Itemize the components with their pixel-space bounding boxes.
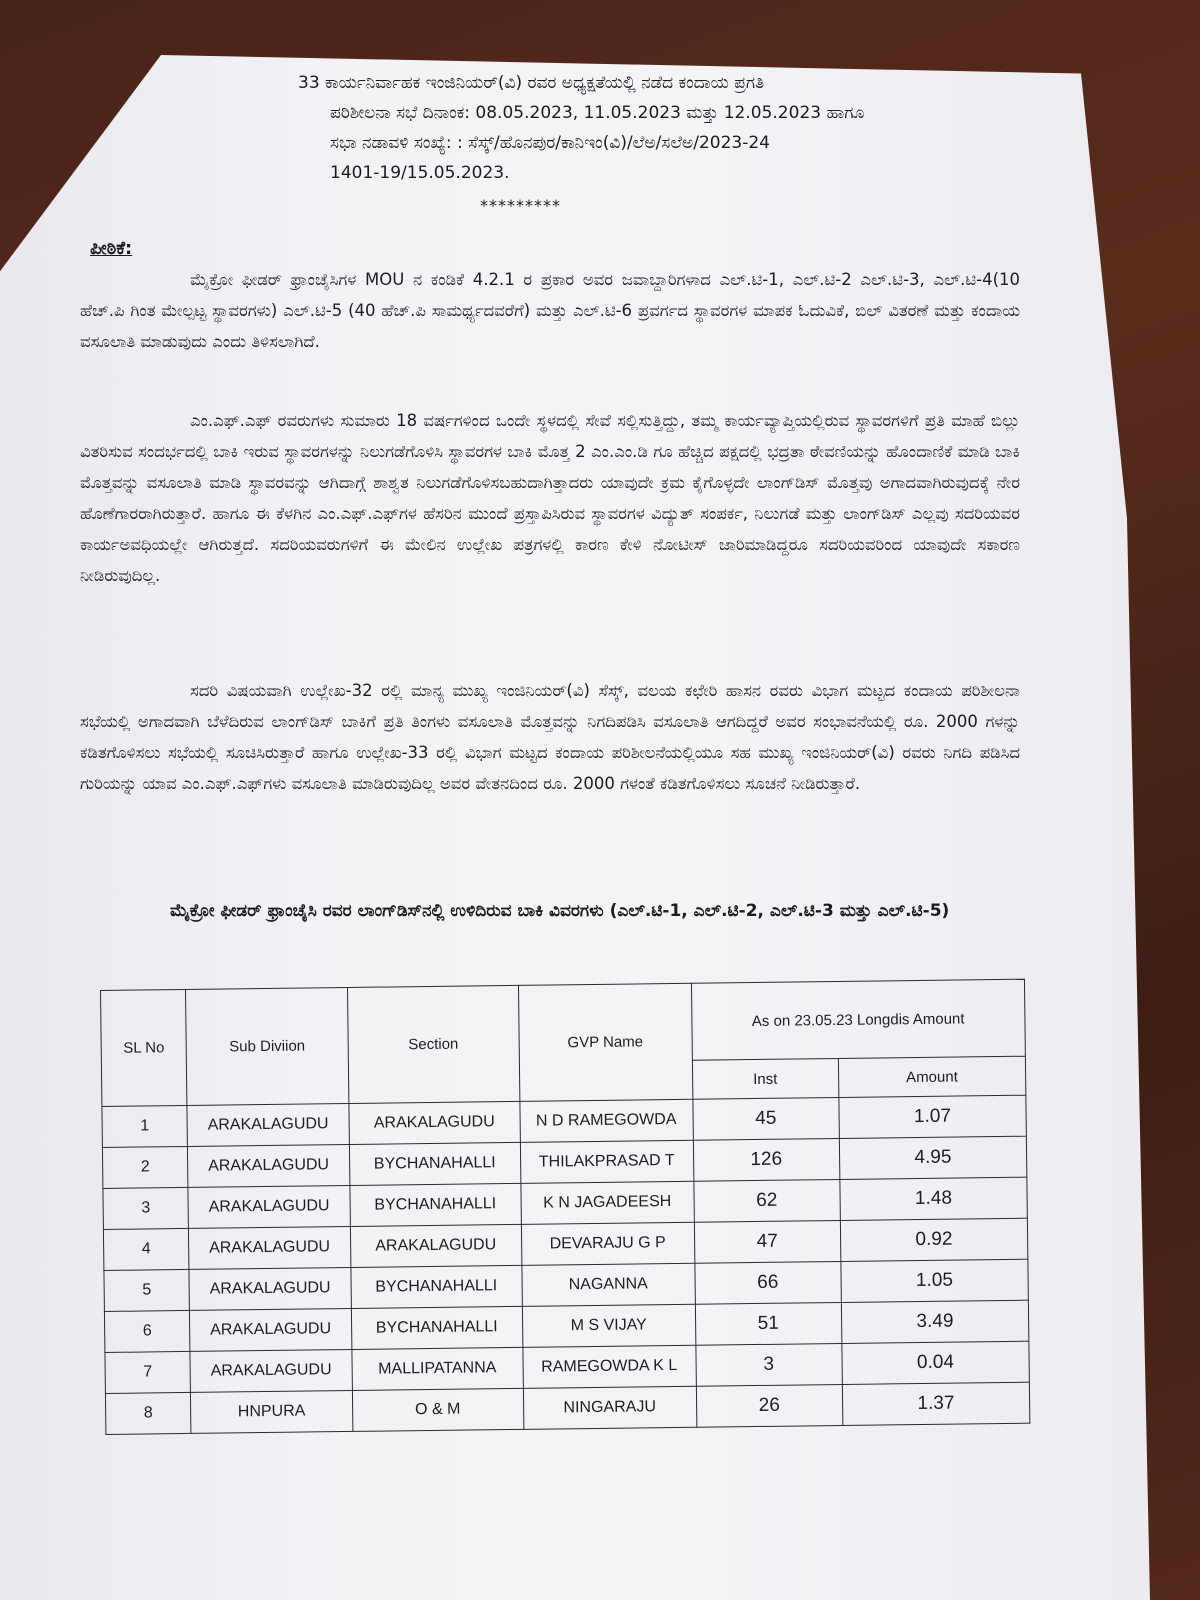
cell-section: ARAKALAGUDU — [349, 1101, 520, 1144]
cell-section: BYCHANAHALLI — [350, 1183, 521, 1226]
cell-inst: 47 — [694, 1220, 841, 1263]
cell-inst: 66 — [694, 1261, 841, 1304]
cell-sub-division: ARAKALAGUDU — [188, 1144, 350, 1187]
cell-sl: 6 — [104, 1310, 190, 1352]
paragraph-2: ಎಂ.ಎಫ್.ಎಫ್ ರವರುಗಳು ಸುಮಾರು 18 ವರ್ಷಗಳಿಂದ ಒಂದೇ ಸ್ಥಳದಲ್ಲಿ ಸೇವೆ ಸಲ್ಲಿಸುತ್ತಿದ್ದು, ತಮ್ಮ ಕಾರ್ಯವ್ಯಾಪ್ತಿಯಲ್ಲಿರುವ ಸ್ಥಾವರಗಳಿಗೆ ಪ್ರತಿ ಮಾಹೆ ಬಿಲ್ಲು ವಿತರಿಸುವ ಸಂದರ್ಭದಲ್ಲಿ ಬಾಕಿ ಇರುವ ಸ್ಥಾವರಗಳನ್ನು ನಿಲುಗಡೆಗೊಳಿಸಿ ಸ್ಥಾವರಗಳ ಬಾಕಿ ಮೊತ್ತ 2 ಎಂ.ಎಂ.ಡಿ ಗೂ ಹೆಚ್ಚಿದ ಪಕ್ಷದಲ್ಲಿ ಭದ್ರತಾ ಠೇವಣಿಯನ್ನು ಹೊಂದಾಣಿಕೆ ಮಾಡಿ ಬಾಕಿ ಮೊತ್ತವನ್ನು ವಸೂಲಾತಿ ಮಾಡಿ ಸ್ಥಾವರವನ್ನು ಆಗಿದಾಗ್ಗೆ ಶಾಶ್ವತ ನಿಲುಗಡೆಗೊಳಿಸಬಹುದಾಗಿತ್ತಾದರು ಯಾವುದೇ ಕ್ರಮ ಕೈಗೊಳ್ಳದೇ ಲಾಂಗ್‌ಡಿಸ್ ಮೊತ್ತವು ಅಗಾದವಾಗಿರುವುದಕ್ಕೆ ನೇರ ಹೊಣೆಗಾರರಾಗಿರುತ್ತಾರೆ. ಹಾಗೂ ಈ ಕೆಳಗಿನ ಎಂ.ಎಫ್.ಎಫ್‌ಗಳ ಹೆಸರಿನ ಮುಂದೆ ಪ್ರಸ್ತಾಪಿಸಿರುವ ಸ್ಥಾವರಗಳ ವಿದ್ಯುತ್ ಸಂಪರ್ಕ, ನಿಲುಗಡೆ ಮತ್ತು ಲಾಂಗ್‌ಡಿಸ್ ಎಲ್ಲವು ಸದರಿಯವರ ಕಾರ್ಯಅವಧಿಯಲ್ಲೇ ಆಗಿರುತ್ತದೆ. ಸದರಿಯವರುಗಳಿಗೆ ಈ ಮೇಲಿನ ಉಲ್ಲೇಖ ಪತ್ರಗಳಲ್ಲಿ ಕಾರಣ ಕೇಳಿ ನೋಟೀಸ್ ಜಾರಿಮಾಡಿದ್ದರೂ ಸದರಿಯವರಿಂದ ಯಾವುದೇ ಸಕಾರಣ ನೀಡಿರುವುದಿಲ್ಲ. — [80, 411, 1020, 585]
cell-gvp-name: K N JAGADEESH — [521, 1181, 694, 1224]
header-line-1: 33 ಕಾರ್ಯನಿರ್ವಾಹಕ ಇಂಜಿನಿಯರ್(ವಿ) ರವರ ಅಧ್ಯಕ್ಷತೆಯಲ್ಲಿ ನಡೆದ ಕಂದಾಯ ಪ್ರಗತಿ — [298, 73, 765, 93]
header-longdis-group: As on 23.05.23 Longdis Amount — [691, 979, 1025, 1060]
cell-sl: 2 — [102, 1146, 188, 1188]
table-header-row — [101, 979, 1026, 1067]
cell-amount: 3.49 — [841, 1300, 1029, 1343]
paragraph-1: ಮೈಕ್ರೋ ಫೀಡರ್ ಫ್ರಾಂಚೈಸಿಗಳ MOU ನ ಕಂಡಿಕೆ 4.2.1 ರ ಪ್ರಕಾರ ಅವರ ಜವಾಬ್ದಾರಿಗಳಾದ ಎಲ್.ಟಿ-1, ಎಲ್.ಟಿ-2 ಎಲ್.ಟಿ-3, ಎಲ್.ಟಿ-4(10 ಹೆಚ್.ಪಿ ಗಿಂತ ಮೇಲ್ಪಟ್ಟ ಸ್ಥಾವರಗಳು) ಎಲ್.ಟಿ-5 (40 ಹೆಚ್.ಪಿ ಸಾಮರ್ಥ್ಯದವರೆಗೆ) ಮತ್ತು ಎಲ್.ಟಿ-6 ಪ್ರವರ್ಗದ ಸ್ಥಾವರಗಳ ಮಾಪಕ ಓದುವಿಕೆ, ಬಿಲ್ ವಿತರಣೆ ಮತ್ತು ಕಂದಾಯ ವಸೂಲಾತಿ ಮಾಡುವುದು ಎಂದು ತಿಳಿಸಲಾಗಿದೆ. — [80, 270, 1020, 351]
cell-sub-division: ARAKALAGUDU — [188, 1185, 350, 1228]
document-header — [298, 68, 998, 188]
cell-inst: 51 — [695, 1302, 842, 1345]
table-caption: ಮೈಕ್ರೋ ಫೀಡರ್ ಫ್ರಾಂಚೈಸಿ ರವರ ಲಾಂಗ್‌ಡಿಸ್‌ನಲ್ಲಿ ಉಳಿದಿರುವ ಬಾಕಿ ವಿವರಗಳು (ಎಲ್.ಟಿ-1, ಎಲ್.ಟಿ-2, ಎಲ್.ಟಿ-3 ಮತ್ತು ಎಲ್.ಟಿ-5) — [170, 901, 950, 921]
cell-inst: 126 — [693, 1138, 840, 1181]
cell-amount: 1.37 — [842, 1382, 1030, 1425]
cell-sl: 5 — [104, 1269, 190, 1311]
cell-sub-division: ARAKALAGUDU — [189, 1267, 351, 1310]
cell-sl: 4 — [103, 1228, 189, 1270]
cell-gvp-name: DEVARAJU G P — [521, 1222, 694, 1265]
cell-amount: 1.07 — [839, 1095, 1027, 1138]
cell-section: ARAKALAGUDU — [350, 1224, 521, 1267]
header-amount: Amount — [838, 1056, 1026, 1097]
header-gvp-name: GVP Name — [518, 983, 692, 1101]
cell-sub-division: HNPURA — [191, 1390, 353, 1433]
cell-sl: 7 — [105, 1351, 191, 1393]
cell-section: BYCHANAHALLI — [351, 1265, 522, 1308]
cell-section: MALLIPATANNA — [352, 1347, 523, 1390]
cell-inst: 26 — [696, 1384, 843, 1427]
cell-gvp-name: NINGARAJU — [523, 1386, 696, 1429]
cell-amount: 0.92 — [840, 1218, 1028, 1261]
cell-amount: 1.05 — [841, 1259, 1029, 1302]
cell-gvp-name: N D RAMEGOWDA — [520, 1099, 693, 1142]
preface-heading: ಪೀಠಿಕೆ: — [90, 238, 133, 259]
cell-section: BYCHANAHALLI — [349, 1142, 520, 1185]
cell-gvp-name: M S VIJAY — [522, 1304, 695, 1347]
header-line-2: ಪರಿಶೀಲನಾ ಸಭೆ ದಿನಾಂಕ: 08.05.2023, 11.05.2023 ಮತ್ತು 12.05.2023 ಹಾಗೂ — [330, 103, 865, 123]
header-sl-no: SL No — [101, 989, 188, 1106]
cell-sub-division: ARAKALAGUDU — [187, 1103, 349, 1146]
header-line-3: ಸಭಾ ನಡಾವಳಿ ಸಂಖ್ಯೆ: : ಸೆಸ್ಕ್/ಹೊನಪುರ/ಕಾನಿಇಂ(ವಿ)/ಲೆಅ/ಸಲೆಅ/2023-24 — [330, 133, 770, 153]
cell-sl: 1 — [102, 1105, 188, 1147]
cell-section: O & M — [352, 1388, 523, 1431]
cell-section: BYCHANAHALLI — [351, 1306, 522, 1349]
header-section: Section — [347, 985, 519, 1103]
cell-gvp-name: RAMEGOWDA K L — [523, 1345, 696, 1388]
cell-gvp-name: NAGANNA — [522, 1263, 695, 1306]
cell-amount: 1.48 — [840, 1177, 1028, 1220]
cell-gvp-name: THILAKPRASAD T — [520, 1140, 693, 1183]
header-line-4: 1401-19/15.05.2023. — [330, 163, 510, 183]
cell-inst: 45 — [692, 1097, 839, 1140]
cell-sl: 3 — [103, 1187, 189, 1229]
paragraph-3: ಸದರಿ ವಿಷಯವಾಗಿ ಉಲ್ಲೇಖ-32 ರಲ್ಲಿ ಮಾನ್ಯ ಮುಖ್ಯ ಇಂಜಿನಿಯರ್(ವಿ) ಸೆಸ್ಕ್, ವಲಯ ಕಛೇರಿ ಹಾಸನ ರವರು ವಿಭಾಗ ಮಟ್ಟದ ಕಂದಾಯ ಪರಿಶೀಲನಾ ಸಭೆಯಲ್ಲಿ ಅಗಾದವಾಗಿ ಬೆಳೆದಿರುವ ಲಾಂಗ್‌ಡಿಸ್ ಬಾಕಿಗೆ ಪ್ರತಿ ತಿಂಗಳು ವಸೂಲಾತಿ ಮೊತ್ತವನ್ನು ನಿಗದಿಪಡಿಸಿ ವಸೂಲಾತಿ ಆಗದಿದ್ದರೆ ಅವರ ಸಂಭಾವನೆಯಲ್ಲಿ ರೂ. 2000 ಗಳನ್ನು ಕಡಿತಗೊಳಿಸಲು ಸಭೆಯಲ್ಲಿ ಸೂಚಿಸಿರುತ್ತಾರೆ ಹಾಗೂ ಉಲ್ಲೇಖ-33 ರಲ್ಲಿ ವಿಭಾಗ ಮಟ್ಟದ ಕಂದಾಯ ಪರಿಶೀಲನೆಯಲ್ಲಿಯೂ ಸಹ ಮುಖ್ಯ ಇಂಜಿನಿಯರ್(ವಿ) ರವರು ನಿಗದಿ ಪಡಿಸಿದ ಗುರಿಯನ್ನು ಯಾವ ಎಂ.ಎಫ್.ಎಫ್‌ಗಳು ವಸೂಲಾತಿ ಮಾಡಿರುವುದಿಲ್ಲ ಅವರ ವೇತನದಿಂದ ರೂ. 2000 ಗಳಂತೆ ಕಡಿತಗೊಳಿಸಲು ಸೂಚನೆ ನೀಡಿರುತ್ತಾರೆ. — [80, 681, 1020, 793]
cell-sub-division: ARAKALAGUDU — [190, 1308, 352, 1351]
separator-stars: ********* — [480, 196, 561, 215]
cell-inst: 3 — [695, 1343, 842, 1386]
cell-sub-division: ARAKALAGUDU — [189, 1226, 351, 1269]
cell-inst: 62 — [693, 1179, 840, 1222]
header-sub-division: Sub Diviion — [186, 987, 349, 1105]
cell-sub-division: ARAKALAGUDU — [190, 1349, 352, 1392]
cell-amount: 4.95 — [839, 1136, 1027, 1179]
cell-sl: 8 — [105, 1392, 191, 1434]
header-inst: Inst — [692, 1058, 839, 1099]
longdis-table — [100, 979, 1030, 1435]
cell-amount: 0.04 — [842, 1341, 1030, 1384]
